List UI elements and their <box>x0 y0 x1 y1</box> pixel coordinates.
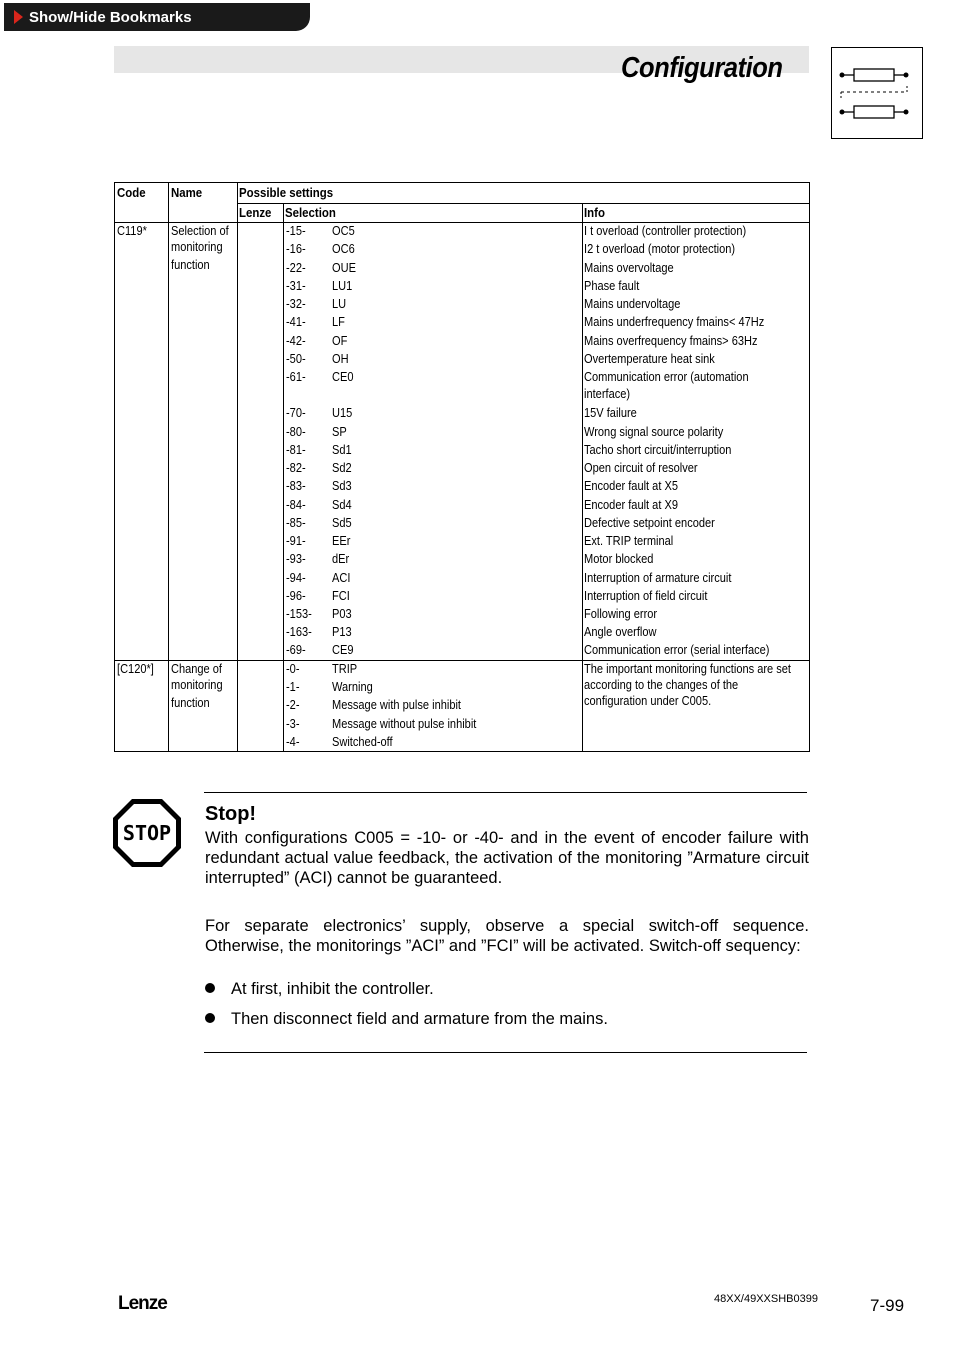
selection-code: Sd5 <box>332 515 352 530</box>
stop-paragraph-1: With configurations C005 = -10- or -40- and in the event of encoder failure with redundant actual value feedback, the activation of the monitoring ”Armature circuit interrupted” (ACI) cannot be guaranteed. <box>205 829 809 887</box>
info-text: Interruption of field circuit <box>584 588 708 603</box>
selection-code: Switched-off <box>332 734 393 749</box>
info-text: Mains overvoltage <box>584 260 674 275</box>
selection-number: -41- <box>286 314 306 329</box>
info-text: Overtemperature heat sink <box>584 351 715 366</box>
selection-number: -70- <box>286 405 306 420</box>
selection-code: CE9 <box>332 642 354 657</box>
selection-number: -1- <box>286 679 300 694</box>
header-selection: Selection <box>285 205 336 220</box>
selection-number: -2- <box>286 697 300 712</box>
selection-number: -91- <box>286 533 306 548</box>
selection-code: SP <box>332 424 347 439</box>
name-line: Change of <box>171 661 222 676</box>
info-text: 15V failure <box>584 405 637 420</box>
selection-number: -42- <box>286 333 306 348</box>
header-code: Code <box>117 185 146 200</box>
selection-code: Sd3 <box>332 478 352 493</box>
lenze-logo: Lenze <box>118 1293 167 1314</box>
info-text: Interruption of armature circuit <box>584 570 732 585</box>
selection-code: U15 <box>332 405 353 420</box>
selection-number: -15- <box>286 223 306 238</box>
circuit-symbol-icon <box>831 47 923 139</box>
info-text: Motor blocked <box>584 551 654 566</box>
selection-code: dEr <box>332 551 350 566</box>
info-text: Communication error (automation <box>584 369 749 384</box>
selection-code: FCI <box>332 588 350 603</box>
selection-code: OC6 <box>332 241 355 256</box>
selection-number: -0- <box>286 661 300 676</box>
arrow-right-icon <box>14 10 23 24</box>
info-text: Defective setpoint encoder <box>584 515 715 530</box>
selection-number: -96- <box>286 588 306 603</box>
bullet-item: At first, inhibit the controller. <box>205 979 434 999</box>
name-line: function <box>171 695 210 710</box>
selection-number: -84- <box>286 497 306 512</box>
info-text: Mains underfrequency fmains< 47Hz <box>584 314 765 329</box>
selection-code: OUE <box>332 260 356 275</box>
configuration-table <box>114 182 810 752</box>
info-text: Encoder fault at X5 <box>584 478 678 493</box>
selection-code: LF <box>332 314 345 329</box>
info-text: I t overload (controller protection) <box>584 223 747 238</box>
selection-number: -85- <box>286 515 306 530</box>
info-text: Communication error (serial interface) <box>584 642 770 657</box>
info-text: Tacho short circuit/interruption <box>584 442 732 457</box>
info-line: The important monitoring functions are set <box>584 661 791 676</box>
selection-code: ACI <box>332 570 351 585</box>
info-text: Ext. TRIP terminal <box>584 533 674 548</box>
code-c120: [C120*] <box>117 661 154 676</box>
info-text: I2 t overload (motor protection) <box>584 241 736 256</box>
name-line: Selection of <box>171 223 229 238</box>
selection-code: LU <box>332 296 347 311</box>
info-text: Mains overfrequency fmains> 63Hz <box>584 333 758 348</box>
name-line: function <box>171 257 210 272</box>
selection-code: CE0 <box>332 369 354 384</box>
selection-number: -83- <box>286 478 306 493</box>
header-info: Info <box>584 205 605 220</box>
selection-code: Warning <box>332 679 373 694</box>
selection-number: -61- <box>286 369 306 384</box>
info-line: configuration under C005. <box>584 693 712 708</box>
bookmarks-label: Show/Hide Bookmarks <box>29 8 192 26</box>
header-lenze: Lenze <box>239 205 272 220</box>
show-hide-bookmarks-button[interactable] <box>4 3 310 31</box>
selection-number: -22- <box>286 260 306 275</box>
selection-number: -31- <box>286 278 306 293</box>
name-line: monitoring <box>171 239 223 254</box>
selection-code: Sd4 <box>332 497 352 512</box>
info-text: interface) <box>584 386 631 401</box>
header-possible-settings: Possible settings <box>239 185 334 200</box>
selection-number: -163- <box>286 624 312 639</box>
selection-number: -4- <box>286 734 300 749</box>
info-text: Wrong signal source polarity <box>584 424 724 439</box>
selection-number: -82- <box>286 460 306 475</box>
selection-code: P03 <box>332 606 352 621</box>
stop-paragraph-2: For separate electronics’ supply, observe a special switch-off sequence. Otherwise, the monitorings ”ACI” and ”FCI” will be activated. Switch-off sequency: <box>205 917 809 955</box>
selection-code: Sd2 <box>332 460 352 475</box>
selection-number: -50- <box>286 351 306 366</box>
selection-code: Sd1 <box>332 442 352 457</box>
selection-number: -80- <box>286 424 306 439</box>
stop-heading: Stop! <box>205 803 257 825</box>
selection-code: OC5 <box>332 223 355 238</box>
info-text: Phase fault <box>584 278 640 293</box>
stop-sign-icon <box>111 797 183 869</box>
selection-code: Message without pulse inhibit <box>332 716 477 731</box>
selection-number: -153- <box>286 606 312 621</box>
bullet-dot-icon <box>205 1013 215 1023</box>
doc-reference: 48XX/49XXSHB0399 <box>714 1293 818 1305</box>
selection-code: LU1 <box>332 278 353 293</box>
note-rule-top <box>204 792 807 793</box>
selection-code: P13 <box>332 624 352 639</box>
name-line: monitoring <box>171 677 223 692</box>
info-text: Encoder fault at X9 <box>584 497 678 512</box>
selection-number: -3- <box>286 716 300 731</box>
selection-code: EEr <box>332 533 351 548</box>
header-name: Name <box>171 185 203 200</box>
selection-code: Message with pulse inhibit <box>332 697 461 712</box>
info-text: Angle overflow <box>584 624 657 639</box>
note-rule-bottom <box>204 1052 807 1053</box>
stop-icon-text: STOP <box>122 821 172 845</box>
selection-number: -16- <box>286 241 306 256</box>
info-line: according to the changes of the <box>584 677 739 692</box>
selection-number: -94- <box>286 570 306 585</box>
selection-code: OF <box>332 333 348 348</box>
selection-code: TRIP <box>332 661 358 676</box>
bullet-dot-icon <box>205 983 215 993</box>
info-text: Following error <box>584 606 658 621</box>
code-c119: C119* <box>117 223 147 238</box>
selection-number: -81- <box>286 442 306 457</box>
info-text: Open circuit of resolver <box>584 460 698 475</box>
page-title: Configuration <box>621 52 783 84</box>
selection-number: -32- <box>286 296 306 311</box>
selection-number: -93- <box>286 551 306 566</box>
bullet-item: Then disconnect field and armature from the mains. <box>205 1009 608 1029</box>
selection-code: OH <box>332 351 349 366</box>
page-number: 7-99 <box>870 1296 905 1315</box>
info-text: Mains undervoltage <box>584 296 681 311</box>
selection-number: -69- <box>286 642 306 657</box>
